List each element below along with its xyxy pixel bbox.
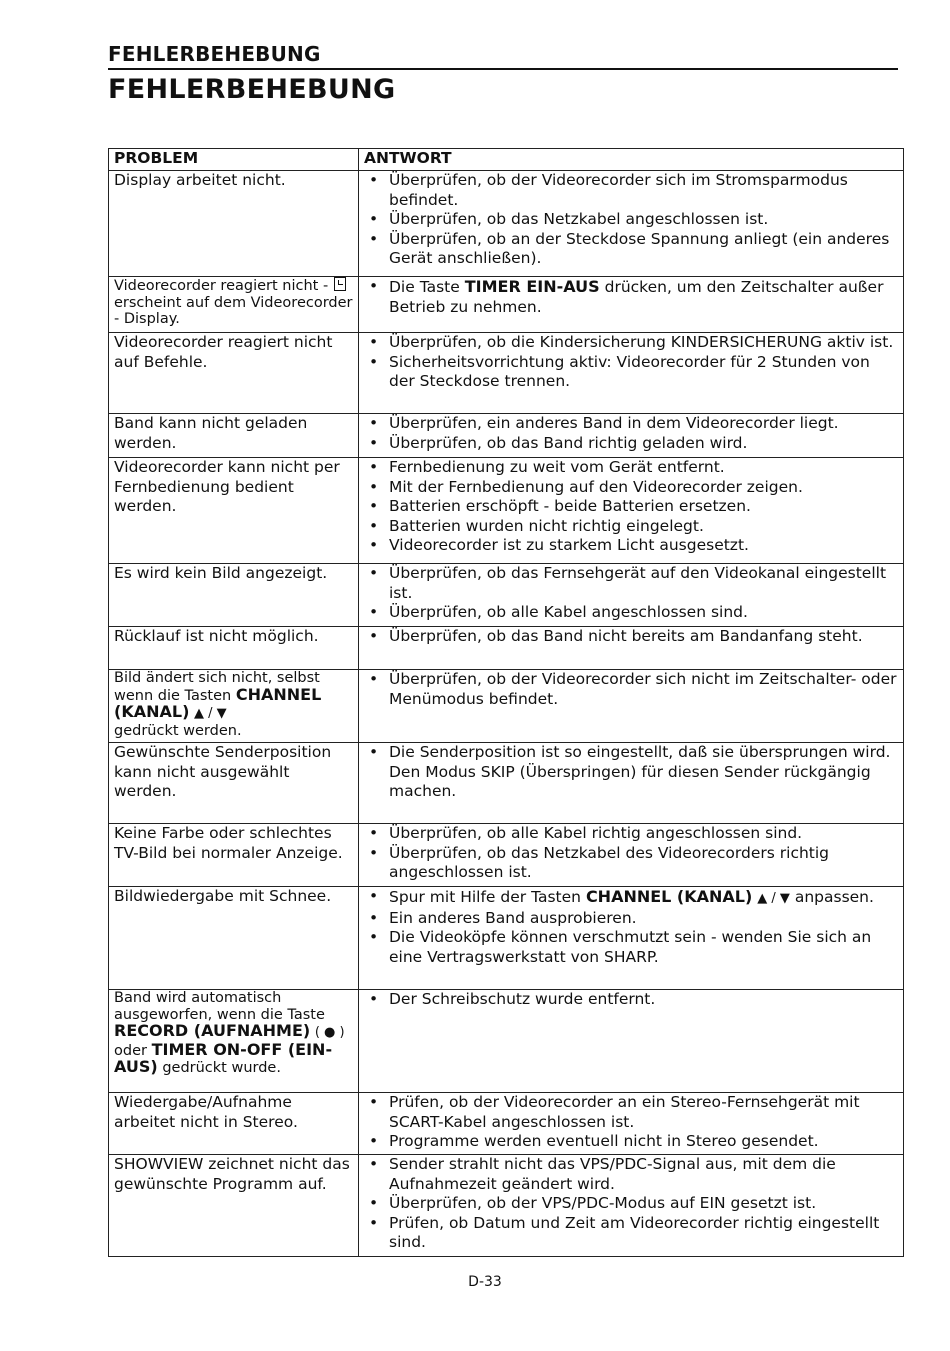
page-number: D-33: [468, 1274, 502, 1290]
timer-button-label: TIMER EIN-AUS: [464, 277, 600, 296]
answer-item: • Überprüfen, ob das Fernsehgerät auf den Videokanal eingestellt ist.: [364, 564, 899, 603]
answer-cell: [359, 414, 904, 458]
answer-item: • Videorecorder ist zu starkem Licht ausgesetzt.: [364, 536, 899, 556]
problem-cell: Gewünschte Senderposition kann nicht ausgewählt werden.: [109, 743, 359, 824]
channel-up-down-icon: ▲ / ▼: [757, 891, 790, 906]
answer-item: • Sender strahlt nicht das VPS/PDC-Signal aus, mit dem die Aufnahmezeit geändert wird.: [364, 1155, 899, 1194]
problem-cell: Rücklauf ist nicht möglich.: [109, 627, 359, 670]
answer-cell: [359, 333, 904, 414]
answer-cell: [359, 1155, 904, 1257]
answer-item: • Überprüfen, ob das Band nicht bereits am Bandanfang steht.: [364, 627, 899, 647]
problem-cell: Videorecorder reagiert nicht auf Befehle.: [109, 333, 359, 414]
answer-cell: [359, 824, 904, 887]
answer-item: • Die Videoköpfe können verschmutzt sein - wenden Sie sich an eine Vertragswerkstatt von SHARP.: [364, 928, 899, 967]
channel-up-down-icon: ▲ / ▼: [193, 706, 227, 721]
problem-text: gedrückt werden.: [114, 722, 242, 739]
answer-cell: [359, 887, 904, 990]
answer-item: • Überprüfen, ein anderes Band in dem Videorecorder liegt.: [364, 414, 899, 434]
timer-indicator-icon: [334, 277, 346, 291]
answer-item: • Batterien wurden nicht richtig eingelegt.: [364, 517, 899, 537]
answer-text: drücken, um den Zeitschalter außer Betrieb zu nehmen.: [389, 278, 884, 316]
table-row: [109, 277, 904, 333]
table-row: [109, 990, 904, 1093]
answer-item: • Überprüfen, ob die Kindersicherung KINDERSICHERUNG aktiv ist.: [364, 333, 899, 353]
answer-item: • Der Schreibschutz wurde entfernt.: [364, 990, 899, 1010]
answer-item: • Überprüfen, ob alle Kabel angeschlossen sind.: [364, 603, 899, 623]
section-label: FEHLERBEHEBUNG: [108, 42, 898, 70]
answer-item: • Sicherheitsvorrichtung aktiv: Videorecorder für 2 Stunden von der Steckdose trennen.: [364, 353, 899, 392]
answer-item: • Überprüfen, ob alle Kabel richtig angeschlossen sind.: [364, 824, 899, 844]
record-button-label: RECORD (AUFNAHME): [114, 1021, 311, 1040]
answer-item: • Überprüfen, ob der Videorecorder sich im Stromsparmodus befindet.: [364, 171, 899, 210]
answer-item: • Überprüfen, ob das Netzkabel des Videorecorders richtig angeschlossen ist.: [364, 844, 899, 883]
table-row: [109, 564, 904, 627]
troubleshooting-table: [108, 148, 904, 1257]
answer-cell: [359, 1093, 904, 1155]
problem-text: Bild ändert sich nicht, selbst wenn die Tasten: [114, 670, 320, 704]
answer-cell: [359, 564, 904, 627]
column-header-problem: PROBLEM: [109, 149, 359, 171]
answer-cell: [359, 743, 904, 824]
answer-item: • Fernbedienung zu weit vom Gerät entfernt.: [364, 458, 899, 478]
table-row: [109, 743, 904, 824]
answer-item-continuation: Den Modus SKIP (Überspringen) für diesen Sender rückgängig machen.: [389, 762, 871, 800]
problem-cell: Keine Farbe oder schlechtes TV-Bild bei normaler Anzeige.: [109, 824, 359, 887]
answer-cell: [359, 990, 904, 1093]
answer-item: • Programme werden eventuell nicht in Stereo gesendet.: [364, 1132, 899, 1152]
answer-cell: [359, 171, 904, 277]
answer-item: [364, 277, 899, 317]
table-row: [109, 458, 904, 564]
answer-item: • Überprüfen, ob an der Steckdose Spannung anliegt (ein anderes Gerät anschließen).: [364, 230, 899, 269]
problem-cell: Band kann nicht geladen werden.: [109, 414, 359, 458]
answer-item: • Ein anderes Band ausprobieren.: [364, 909, 899, 929]
answer-text: Die Taste: [389, 278, 460, 296]
channel-button-label: CHANNEL (KANAL): [114, 684, 322, 721]
problem-cell: SHOWVIEW zeichnet nicht das gewünschte Programm auf.: [109, 1155, 359, 1257]
table-row: [109, 670, 904, 743]
channel-button-label: CHANNEL (KANAL): [585, 887, 753, 906]
answer-cell: [359, 277, 904, 333]
problem-cell: Videorecorder kann nicht per Fernbedienung bedient werden.: [109, 458, 359, 564]
table-row: [109, 887, 904, 990]
page-title: FEHLERBEHEBUNG: [108, 74, 396, 105]
problem-cell: [109, 990, 359, 1093]
problem-cell: Bildwiedergabe mit Schnee.: [109, 887, 359, 990]
record-dot-icon: ( ● ): [314, 1025, 345, 1040]
problem-cell: Wiedergabe/Aufnahme arbeitet nicht in Stereo.: [109, 1093, 359, 1155]
table-row: [109, 1093, 904, 1155]
answer-item: • Überprüfen, ob das Band richtig geladen wird.: [364, 434, 899, 454]
problem-cell: Display arbeitet nicht.: [109, 171, 359, 277]
problem-text: Videorecorder reagiert nicht -: [114, 278, 329, 294]
answer-item: • Die Senderposition ist so eingestellt, daß sie übersprungen wird.: [364, 743, 899, 763]
table-row: [109, 627, 904, 670]
answer-text: anpassen.: [794, 888, 874, 906]
answer-item: • Überprüfen, ob das Netzkabel angeschlossen ist.: [364, 210, 899, 230]
problem-text: gedrückt wurde.: [162, 1060, 281, 1076]
timer-button-label: TIMER ON-OFF (EIN-AUS): [114, 1039, 333, 1076]
answer-cell: [359, 458, 904, 564]
table-row: [109, 824, 904, 887]
problem-cell: Es wird kein Bild angezeigt.: [109, 564, 359, 627]
column-header-answer: ANTWORT: [359, 149, 904, 171]
table-row: [109, 333, 904, 414]
table-header-row: [109, 149, 904, 171]
problem-cell: [109, 670, 359, 743]
table-row: [109, 171, 904, 277]
problem-text: Band wird automatisch ausgeworfen, wenn die Taste: [114, 990, 325, 1023]
table-row: [109, 414, 904, 458]
answer-item: • Batterien erschöpft - beide Batterien ersetzen.: [364, 497, 899, 517]
table-row: [109, 1155, 904, 1257]
answer-item: • Überprüfen, ob der Videorecorder sich nicht im Zeitschalter- oder Menümodus befindet.: [364, 670, 899, 709]
problem-cell: [109, 277, 359, 333]
answer-cell: [359, 670, 904, 743]
answer-text: Spur mit Hilfe der Tasten: [389, 888, 581, 906]
answer-item: • Mit der Fernbedienung auf den Videorecorder zeigen.: [364, 478, 899, 498]
answer-item: • Prüfen, ob der Videorecorder an ein Stereo-Fernsehgerät mit SCART-Kabel angeschlossen ist.: [364, 1093, 899, 1132]
problem-text: erscheint auf dem Videorecorder - Display.: [114, 294, 353, 327]
problem-text: oder: [114, 1042, 147, 1059]
answer-item: • Überprüfen, ob der VPS/PDC-Modus auf EIN gesetzt ist.: [364, 1194, 899, 1214]
answer-item: • Prüfen, ob Datum und Zeit am Videorecorder richtig eingestellt sind.: [364, 1214, 899, 1253]
answer-cell: [359, 627, 904, 670]
answer-item: [364, 887, 899, 909]
